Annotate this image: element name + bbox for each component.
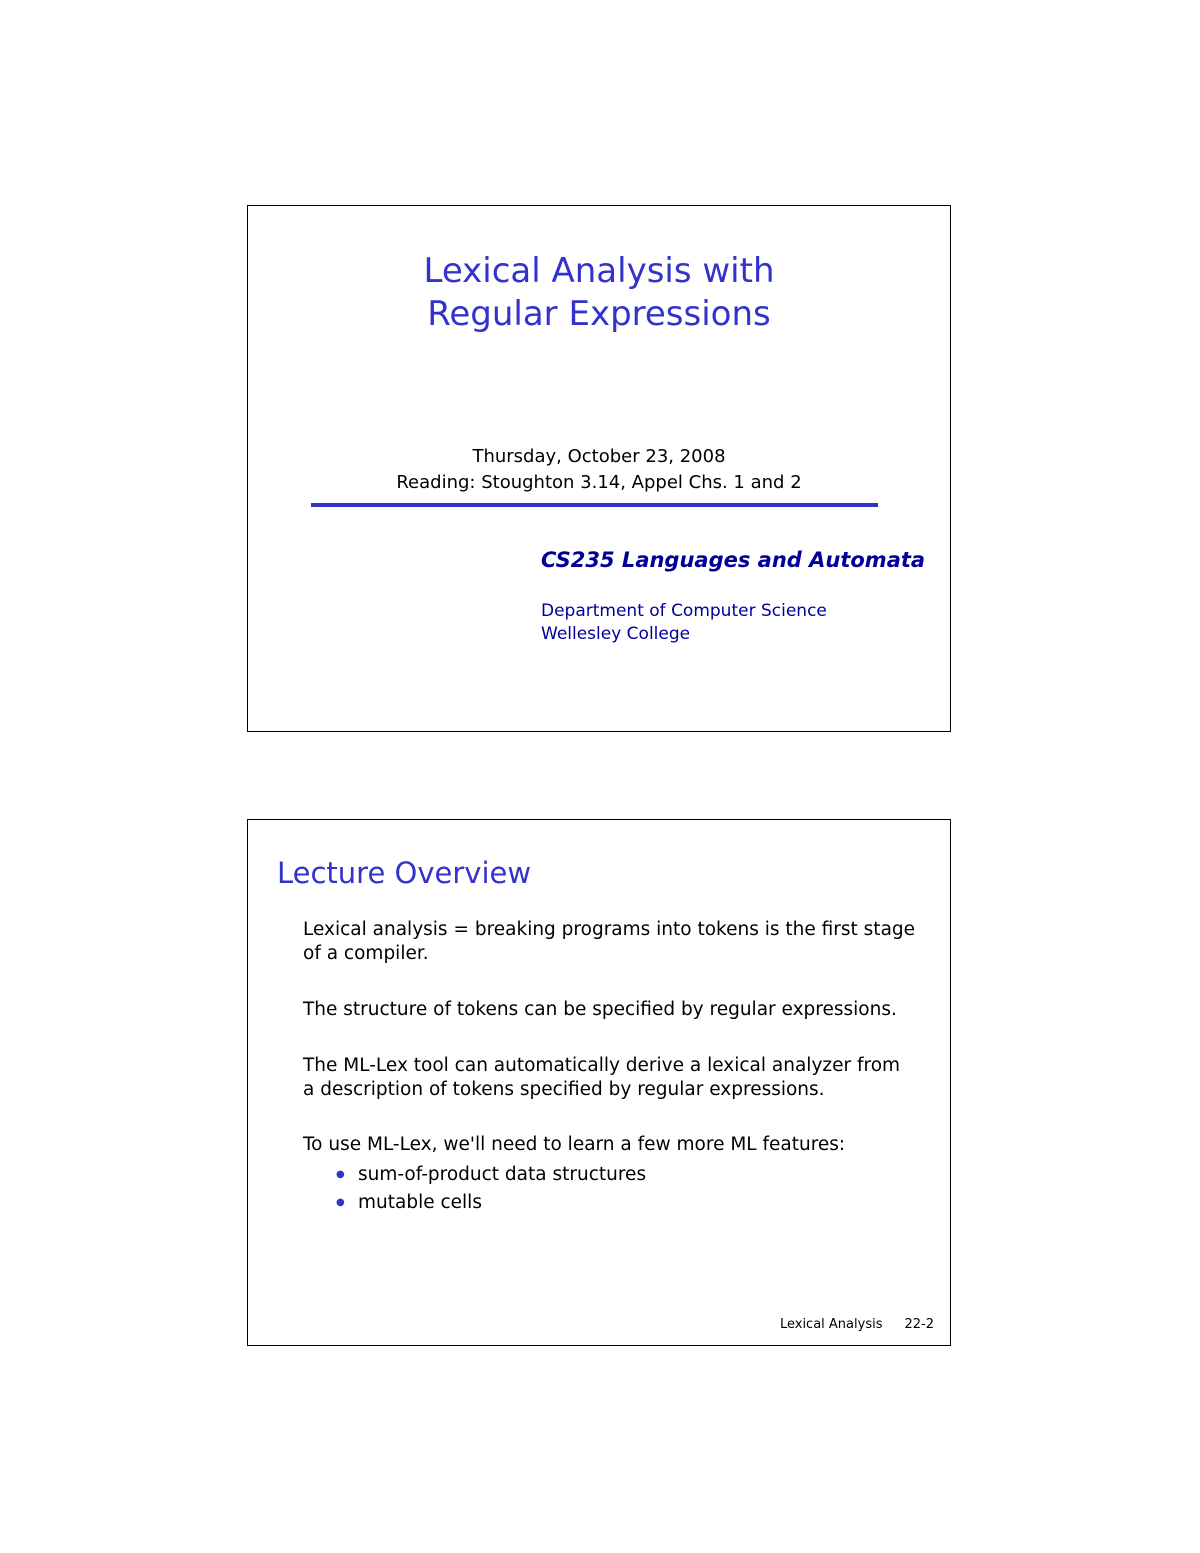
bullet-dot-icon: ● [336, 1169, 345, 1180]
overview-title: Lecture Overview [277, 856, 532, 890]
overview-paragraph [303, 918, 959, 966]
course-title: CS235 Languages and Automata [541, 548, 926, 572]
bullet-dot-icon: ● [336, 1197, 345, 1208]
paragraph-line: The ML-Lex tool can automatically derive a lexical analyzer from [303, 1055, 901, 1076]
bullet-text: sum-of-product data structures [358, 1164, 647, 1185]
slide-overview [247, 819, 951, 1346]
title-line-1: Lexical Analysis with [423, 251, 775, 291]
feature-bullet-list [336, 1161, 646, 1217]
list-item [336, 1189, 646, 1217]
affiliation-block [541, 600, 827, 646]
overview-paragraph [303, 1133, 959, 1157]
slide-title-heading [248, 250, 950, 336]
list-item [336, 1161, 646, 1189]
lecture-date: Thursday, October 23, 2008 [472, 446, 726, 467]
college-name: Wellesley College [541, 624, 691, 644]
footer-label: Lexical Analysis [779, 1317, 883, 1332]
paragraph-line: Lexical analysis = breaking programs into tokens is the first stage [303, 919, 916, 940]
paragraph-line: To use ML-Lex, we'll need to learn a few more ML features: [303, 1134, 846, 1155]
overview-paragraph [303, 998, 959, 1022]
date-reading-block [248, 444, 950, 496]
reading-assignment: Reading: Stoughton 3.14, Appel Chs. 1 and 2 [396, 472, 802, 493]
bullet-text: mutable cells [358, 1192, 482, 1213]
paragraph-line: The structure of tokens can be specified by regular expressions. [303, 999, 897, 1020]
slide-title [247, 205, 951, 732]
title-line-2: Regular Expressions [427, 294, 771, 334]
slide-footer [780, 1316, 934, 1334]
paragraph-line: of a compiler. [303, 943, 429, 964]
divider-rule [311, 503, 878, 507]
page-number: 22-2 [904, 1317, 934, 1332]
overview-paragraph [303, 1054, 959, 1102]
paragraph-line: a description of tokens specified by regular expressions. [303, 1079, 825, 1100]
department-name: Department of Computer Science [541, 601, 827, 621]
